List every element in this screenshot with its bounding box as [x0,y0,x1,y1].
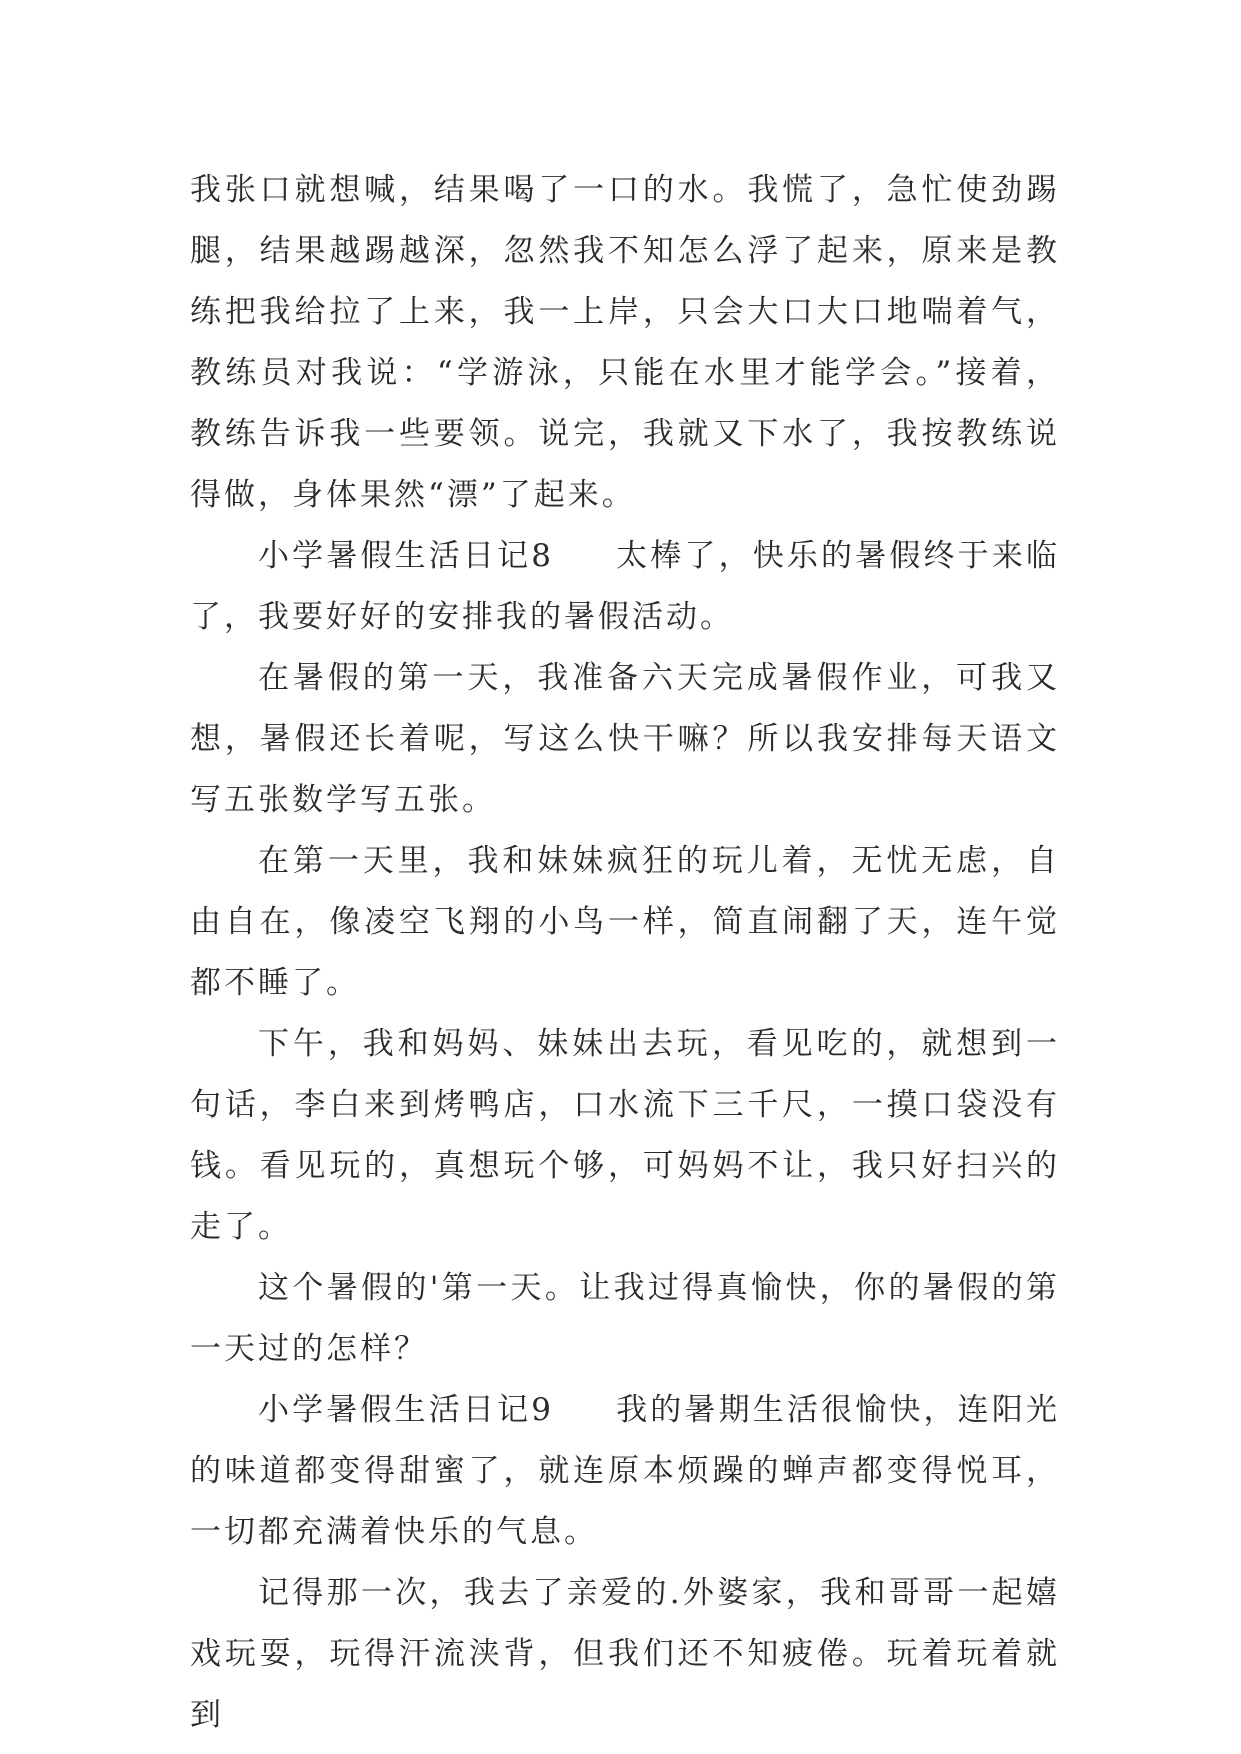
paragraph-text: 我的暑期生活很愉快，连阳光的味道都变得甜蜜了，就连原本烦躁的蝉声都变得悦耳，一切都充满着快乐的气息。 [190,1392,1060,1550]
paragraph-text: 这个暑假的'第一天。让我过得真愉快，你的暑假的第一天过的怎样？ [190,1270,1060,1367]
paragraph-8 [190,1563,1060,1746]
paragraph-text: 下午，我和妈妈、妹妹出去玩，看见吃的，就想到一句话，李白来到烤鸭店，口水流下三千尺，一摸口袋没有钱。看见玩的，真想玩个够，可妈妈不让，我只好扫兴的走了。 [190,1026,1060,1245]
paragraph-7 [190,1380,1060,1563]
paragraph-text: 记得那一次，我去了亲爱的.外婆家，我和哥哥一起嬉戏玩耍，玩得汗流浃背，但我们还不知疲倦。玩着玩着就到 [190,1575,1060,1733]
paragraph-4 [190,831,1060,1014]
paragraph-text: 在第一天里，我和妹妹疯狂的玩儿着，无忧无虑，自由自在，像凌空飞翔的小鸟一样，简直闹翻了天，连午觉都不睡了。 [190,843,1060,1001]
paragraph-text: 太棒了，快乐的暑假终于来临了，我要好好的安排我的暑假活动。 [190,538,1060,635]
paragraph-6 [190,1258,1060,1380]
diary-heading-8: 小学暑假生活日记8 [258,538,554,574]
paragraph-2 [190,526,1060,648]
document-body [190,160,1060,1746]
paragraph-3 [190,648,1060,831]
paragraph-text: 在暑假的第一天，我准备六天完成暑假作业，可我又想，暑假还长着呢，写这么快干嘛？所以我安排每天语文写五张数学写五张。 [190,660,1060,818]
paragraph-5 [190,1014,1060,1258]
diary-heading-9: 小学暑假生活日记9 [258,1392,554,1428]
paragraph-1 [190,160,1060,526]
paragraph-text: 我张口就想喊，结果喝了一口的水。我慌了，急忙使劲踢腿，结果越踢越深，忽然我不知怎么浮了起来，原来是教练把我给拉了上来，我一上岸，只会大口大口地喘着气，教练员对我说：“学游泳，只能在水里才能学会。”接着，教练告诉我一些要领。说完，我就又下水了，我按教练说得做，身体果然“漂”了起来。 [190,172,1060,513]
